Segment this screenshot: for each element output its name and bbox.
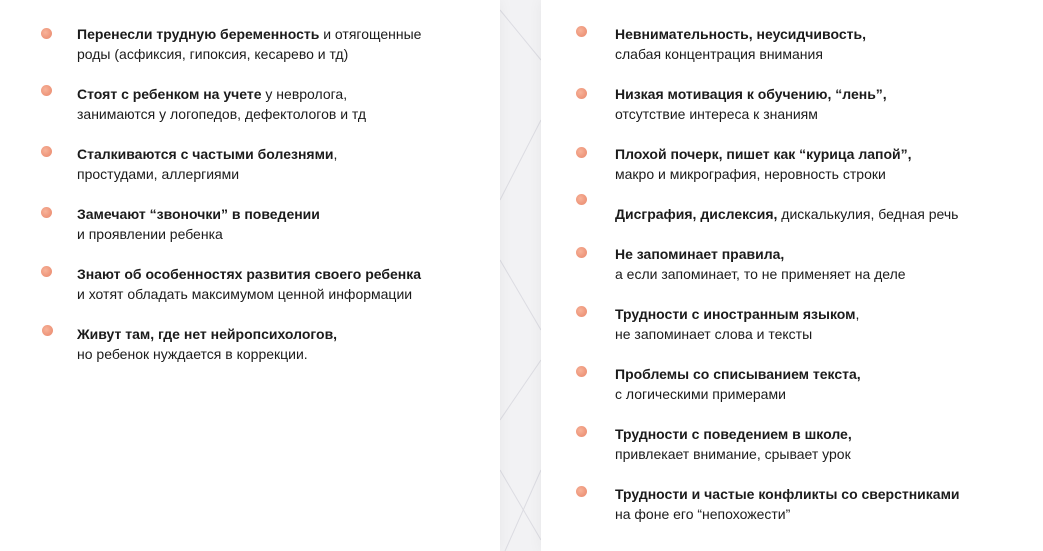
right-card xyxy=(541,0,1043,551)
item-bold-text: Невнимательность, неусидчивость, xyxy=(615,26,866,42)
item-second-line: не запоминает слова и тексты xyxy=(615,326,813,342)
item-bold-text: Трудности с иностранным языком xyxy=(615,306,856,322)
item-bold-text: Не запоминает правила, xyxy=(615,246,785,262)
item-second-line: привлекает внимание, срывает урок xyxy=(615,446,851,462)
item-second-line: и проявлении ребенка xyxy=(77,226,223,242)
item-bold-text: Проблемы со списыванием текста, xyxy=(615,366,861,382)
bullet-dot-icon xyxy=(41,266,52,277)
bullet-dot-icon xyxy=(576,426,587,437)
item-text: у невролога, xyxy=(261,86,348,102)
item-text: и отягощенные xyxy=(319,26,422,42)
item-second-line: отсутствие интереса к знаниям xyxy=(615,106,818,122)
bullet-dot-icon xyxy=(576,26,587,37)
bullet-dot-icon xyxy=(576,247,587,258)
bullet-dot-icon xyxy=(576,366,587,377)
bullet-dot-icon xyxy=(41,207,52,218)
bullet-dot-icon xyxy=(576,486,587,497)
bullet-dot-icon xyxy=(576,194,587,205)
item-bold-text: Стоят с ребенком на учете xyxy=(77,86,262,102)
item-bold-text: Трудности и частые конфликты со сверстниками xyxy=(615,486,960,502)
item-second-line: роды (асфиксия, гипоксия, кесарево и тд) xyxy=(77,46,349,62)
left-card xyxy=(0,0,500,551)
item-second-line: на фоне его “непохожести” xyxy=(615,506,791,522)
item-second-line: и хотят обладать максимумом ценной информации xyxy=(77,286,413,302)
bullet-dot-icon xyxy=(41,85,52,96)
item-bold-text: Знают об особенностях развития своего ребенка xyxy=(77,266,422,282)
bullet-dot-icon xyxy=(576,147,587,158)
item-second-line: простудами, аллергиями xyxy=(77,166,240,182)
item-second-line: а если запоминает, то не применяет на деле xyxy=(615,266,906,282)
item-bold-text: Дисграфия, дислексия, xyxy=(615,206,778,222)
item-text: дискалькулия, бедная речь xyxy=(777,206,959,222)
item-text: , xyxy=(333,146,338,162)
bullet-dot-icon xyxy=(41,146,52,157)
item-second-line: но ребенок нуждается в коррекции. xyxy=(77,346,308,362)
item-bold-text: Замечают “звоночки” в поведении xyxy=(77,206,320,222)
bullet-dot-icon xyxy=(576,88,587,99)
item-text: , xyxy=(855,306,860,322)
item-bold-text: Плохой почерк, пишет как “курица лапой”, xyxy=(615,146,912,162)
bullet-dot-icon xyxy=(42,325,53,336)
item-second-line: слабая концентрация внимания xyxy=(615,46,823,62)
bullet-dot-icon xyxy=(576,306,587,317)
item-bold-text: Перенесли трудную беременность xyxy=(77,26,320,42)
item-second-line: макро и микрография, неровность строки xyxy=(615,166,886,182)
bullet-dot-icon xyxy=(41,28,52,39)
item-bold-text: Сталкиваются с частыми болезнями xyxy=(77,146,334,162)
item-second-line: занимаются у логопедов, дефектологов и тд xyxy=(77,106,367,122)
item-bold-text: Низкая мотивация к обучению, “лень”, xyxy=(615,86,887,102)
item-bold-text: Живут там, где нет нейропсихологов, xyxy=(77,326,338,342)
item-second-line: с логическими примерами xyxy=(615,386,786,402)
item-bold-text: Трудности с поведением в школе, xyxy=(615,426,852,442)
